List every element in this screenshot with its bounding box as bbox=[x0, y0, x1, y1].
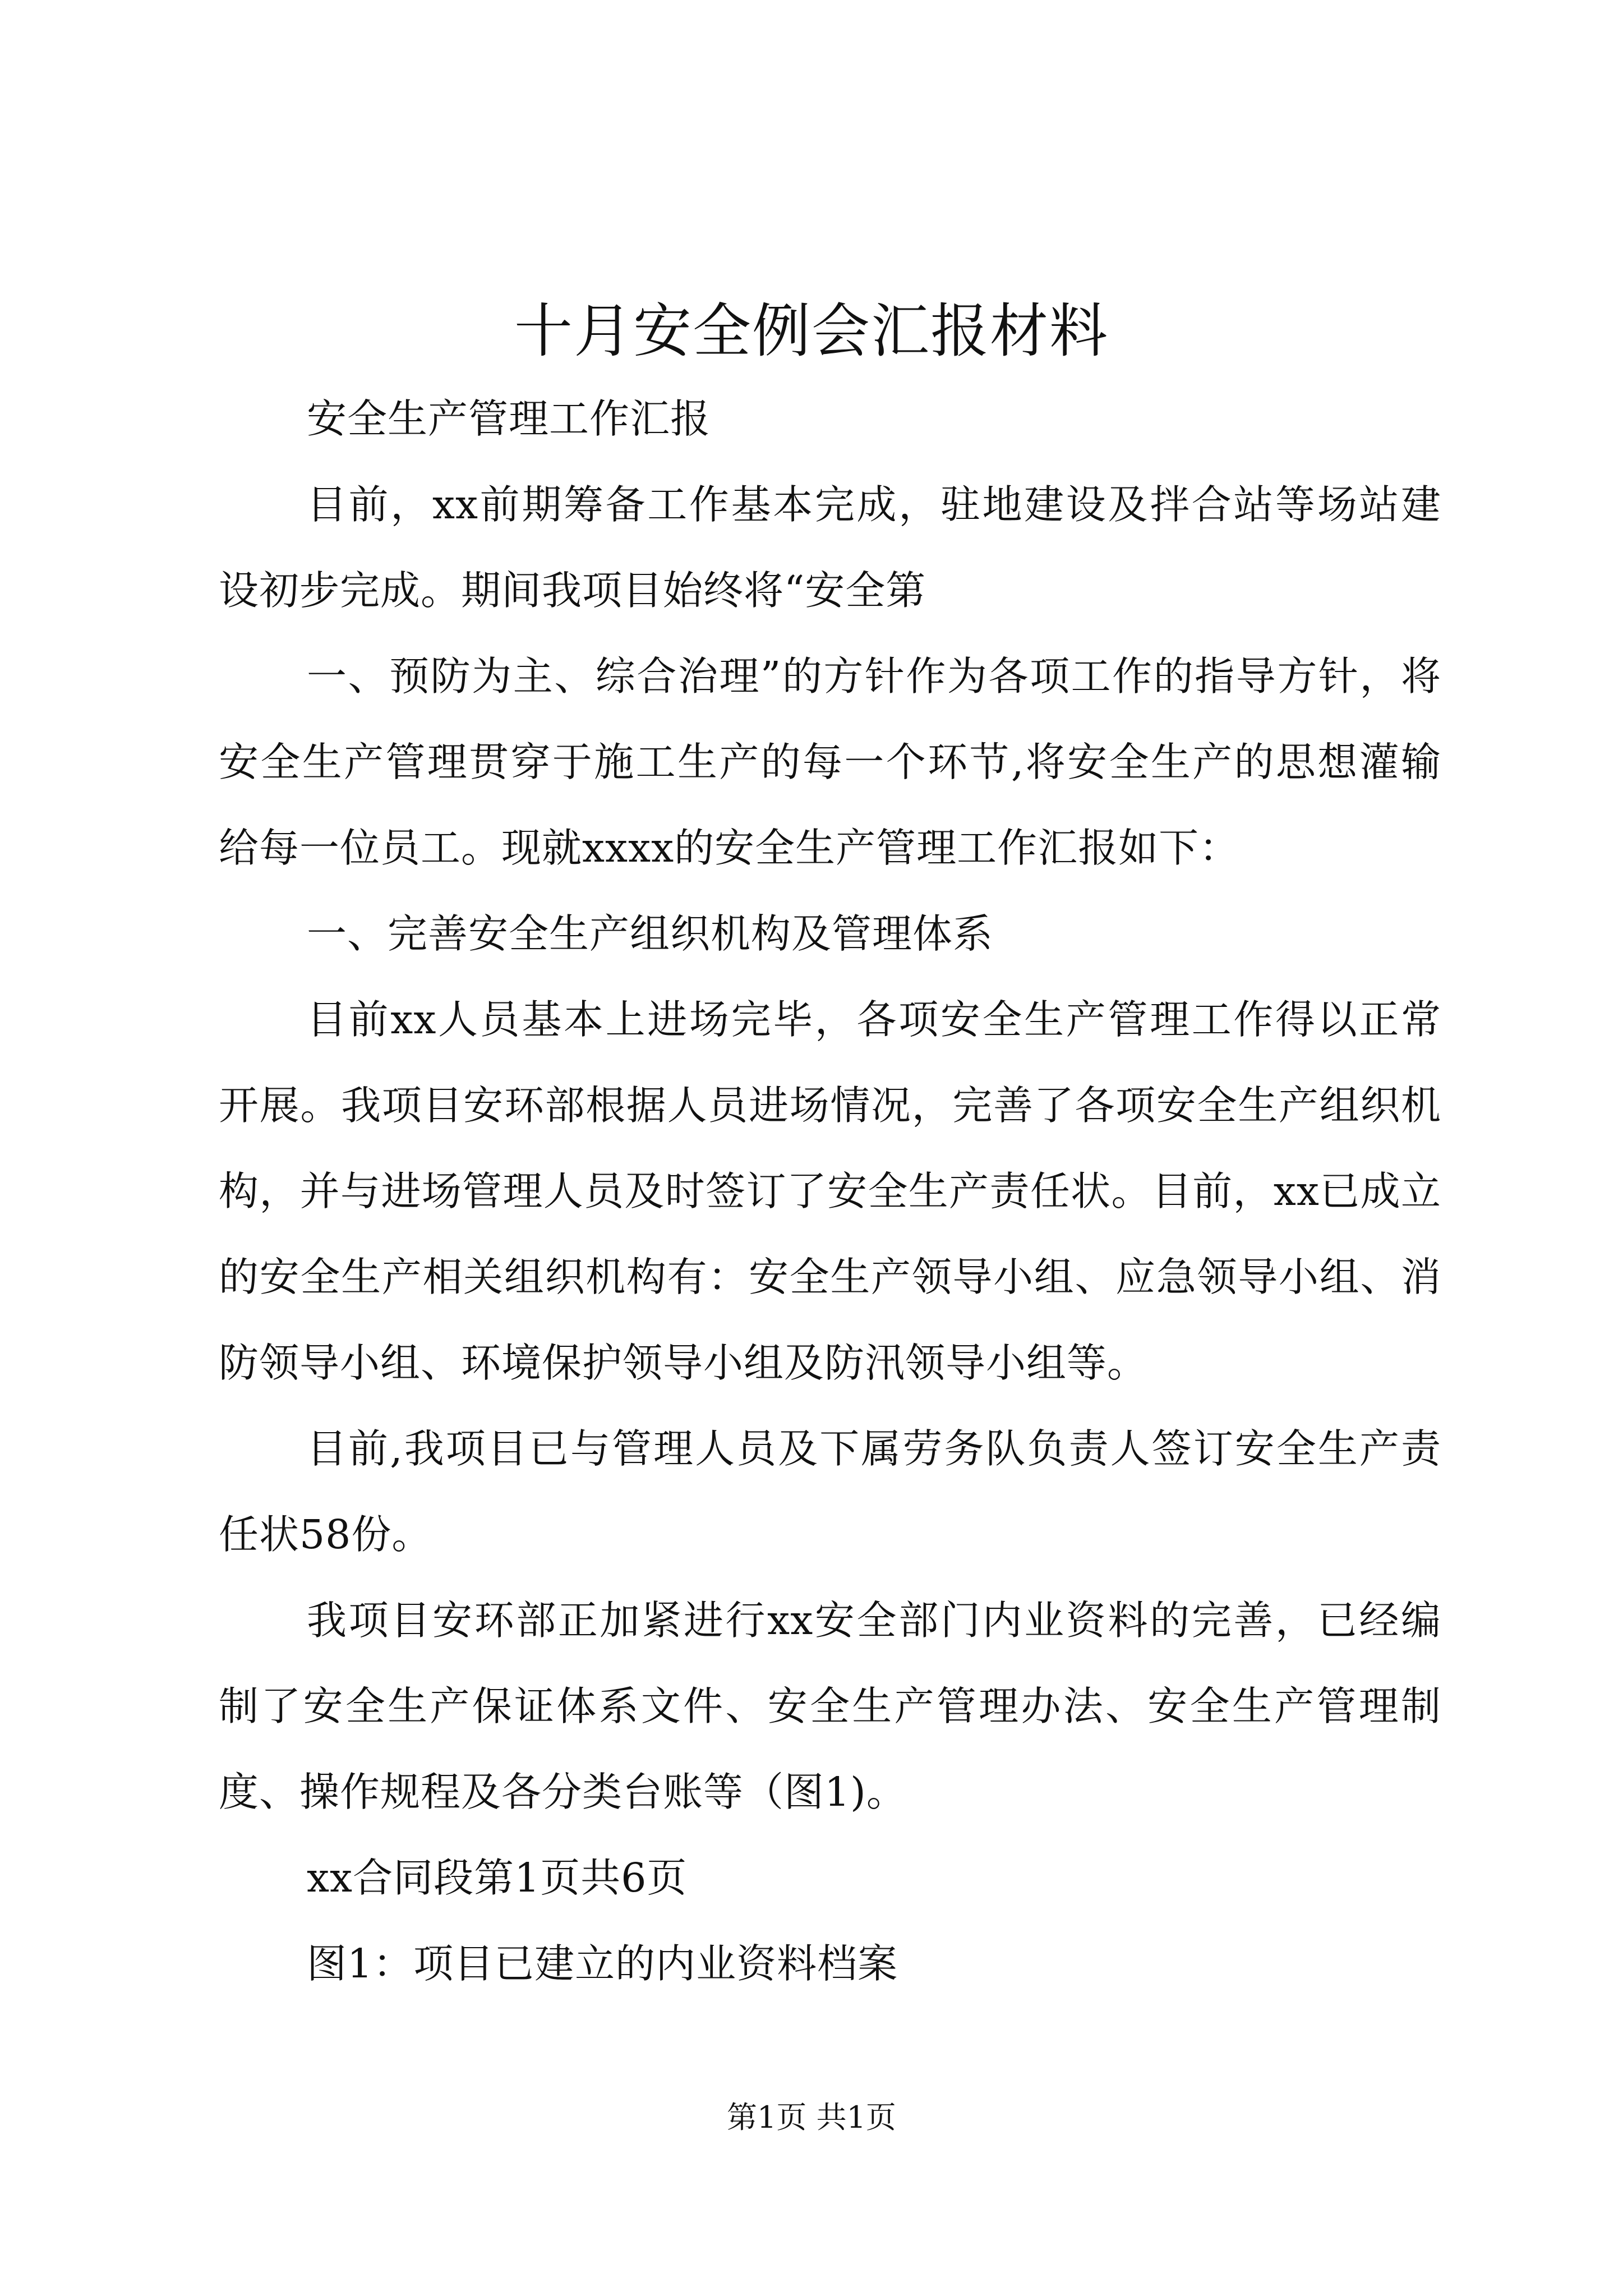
paragraph-figure-caption: 图1：项目已建立的内业资料档案 bbox=[307, 1940, 898, 1987]
document-body bbox=[219, 376, 1441, 2007]
document-title: 十月安全例会汇报材料 bbox=[514, 297, 1109, 365]
section-heading-1: 一、完善安全生产组织机构及管理体系 bbox=[307, 910, 994, 957]
paragraph-documents: 我项目安环部正加紧进行xx安全部门内业资料的完善，已经编制了安全生产保证体系文件、安全生产管理办法、安全生产管理制度、操作规程及各分类台账等（图1)。 bbox=[219, 1597, 1441, 1815]
paragraph-subtitle: 安全生产管理工作汇报 bbox=[307, 395, 711, 442]
page-footer: 第1页 共1页 bbox=[727, 2100, 896, 2135]
paragraph-organization: 目前xx人员基本上进场完毕，各项安全生产管理工作得以正常开展。我项目安环部根据人员进场情况，完善了各项安全生产组织机构，并与进场管理人员及时签订了安全生产责任状。目前，xx已成立的安全生产相关组织机构有：安全生产领导小组、应急领导小组、消防领导小组、环境保护领导小组及防汛领导小组等。 bbox=[219, 996, 1441, 1386]
paragraph-page-note: xx合同段第1页共6页 bbox=[307, 1855, 688, 1901]
paragraph-intro: 目前，xx前期筹备工作基本完成，驻地建设及拌合站等场站建设初步完成。期间我项目始终将“安全第 bbox=[219, 481, 1441, 614]
paragraph-responsibility: 目前,我项目已与管理人员及下属劳务队负责人签订安全生产责任状58份。 bbox=[219, 1425, 1441, 1558]
paragraph-policy: 一、预防为主、综合治理”的方针作为各项工作的指导方针，将安全生产管理贯穿于施工生产的每一个环节,将安全生产的思想灌输给每一位员工。现就xxxx的安全生产管理工作汇报如下： bbox=[219, 653, 1441, 871]
